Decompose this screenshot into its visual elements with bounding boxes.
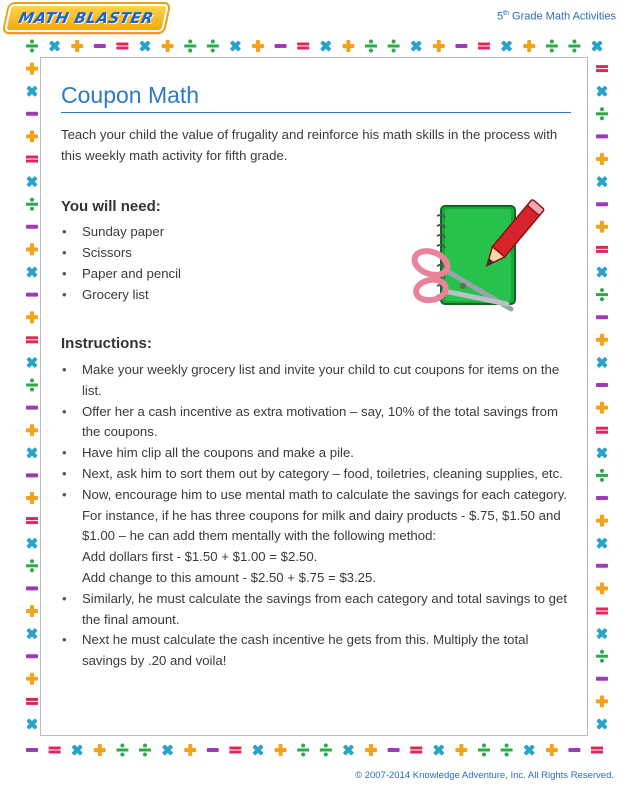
plus-sign-icon [596, 221, 608, 233]
plus-sign-icon [596, 402, 608, 414]
equals-sign-icon [229, 747, 241, 754]
minus-sign-icon [26, 473, 38, 477]
list-item: • Paper and pencil [61, 263, 401, 284]
times-sign-icon [320, 40, 331, 51]
plus-sign-icon [252, 40, 264, 52]
equals-sign-icon [26, 336, 38, 343]
times-sign-icon [596, 628, 607, 639]
minus-sign-icon [596, 383, 608, 387]
grade-activities-label [497, 10, 616, 23]
divide-sign-icon [596, 650, 608, 663]
list-item [61, 485, 571, 589]
minus-sign-icon [596, 564, 608, 568]
minus-sign-icon [94, 44, 106, 48]
divide-sign-icon [297, 744, 309, 757]
divide-sign-icon [388, 40, 400, 53]
times-sign-icon [26, 718, 37, 729]
plus-sign-icon [26, 311, 38, 323]
list-item: • Similarly, he must calculate the savings from each category and total savings to get the final amount. [61, 589, 571, 631]
times-sign-icon [343, 744, 354, 755]
minus-sign-icon [26, 406, 38, 410]
equals-sign-icon [478, 43, 490, 50]
divide-sign-icon [478, 744, 490, 757]
plus-sign-icon [26, 605, 38, 617]
divide-sign-icon [26, 40, 38, 53]
divide-sign-icon [365, 40, 377, 53]
divide-sign-icon [116, 744, 128, 757]
times-sign-icon [596, 86, 607, 97]
plus-sign-icon [523, 40, 535, 52]
equals-sign-icon [26, 698, 38, 705]
times-sign-icon [26, 86, 37, 97]
minus-sign-icon [26, 748, 38, 752]
times-sign-icon [72, 744, 83, 755]
list-item: • Make your weekly grocery list and invite your child to cut coupons for items on the list. [61, 360, 571, 402]
times-sign-icon [49, 40, 60, 51]
divide-sign-icon [596, 288, 608, 301]
step-sub-line: Add dollars first - $1.50 + $1.00 = $2.50. [82, 549, 318, 565]
equals-sign-icon [26, 517, 38, 524]
minus-sign-icon [596, 134, 608, 138]
minus-sign-icon [568, 748, 580, 752]
divide-sign-icon [26, 198, 38, 211]
equals-sign-icon [596, 65, 608, 72]
equals-sign-icon [410, 747, 422, 754]
list-item: • Have him clip all the coupons and make a pile. [61, 443, 571, 464]
plus-sign-icon [26, 63, 38, 75]
equals-sign-icon [596, 608, 608, 615]
divide-sign-icon [568, 40, 580, 53]
minus-sign-icon [26, 225, 38, 229]
times-sign-icon [596, 266, 607, 277]
plus-sign-icon [26, 673, 38, 685]
minus-sign-icon [388, 748, 400, 752]
minus-sign-icon [275, 44, 287, 48]
plus-sign-icon [596, 334, 608, 346]
needs-list [61, 221, 401, 305]
plus-sign-icon [596, 695, 608, 707]
plus-sign-icon [596, 582, 608, 594]
plus-sign-icon [365, 744, 377, 756]
minus-sign-icon [26, 654, 38, 658]
title-divider [61, 112, 571, 113]
grade-suffix: th [503, 10, 509, 17]
minus-sign-icon [26, 112, 38, 116]
equals-sign-icon [26, 156, 38, 163]
intro-paragraph: Teach your child the value of frugality and reinforce his math skills in the process with this weekly math activity for fifth grade. [61, 127, 558, 163]
needs-heading: You will need: [61, 198, 161, 215]
times-sign-icon [26, 176, 37, 187]
divide-sign-icon [26, 559, 38, 572]
times-sign-icon [139, 40, 150, 51]
times-sign-icon [230, 40, 241, 51]
times-sign-icon [26, 357, 37, 368]
times-sign-icon [524, 744, 535, 755]
grade-label-rest: Grade Math Activities [509, 10, 616, 23]
equals-sign-icon [49, 747, 61, 754]
divide-sign-icon [184, 40, 196, 53]
minus-sign-icon [596, 202, 608, 206]
plus-sign-icon [275, 744, 287, 756]
minus-sign-icon [455, 44, 467, 48]
list-item: • Offer her a cash incentive as extra motivation – say, 10% of the total savings from the coupons. [61, 402, 571, 444]
divide-sign-icon [139, 744, 151, 757]
minus-sign-icon [207, 748, 219, 752]
list-item: • Next, ask him to sort them out by category – food, toiletries, cleaning supplies, etc. [61, 464, 571, 485]
divide-sign-icon [596, 107, 608, 120]
logo-text: MATH BLASTER [17, 9, 156, 27]
divide-sign-icon [501, 744, 513, 757]
step-text: Now, encourage him to use mental math to calculate the savings for each category. For instance, if he has three coupons for milk and dairy products - $.75, $1.50 and $1.00 – he can add them mentally with the following method: [82, 486, 568, 544]
divide-sign-icon [546, 40, 558, 53]
list-item: • Sunday paper [61, 221, 401, 242]
instructions-heading: Instructions: [61, 335, 152, 352]
divide-sign-icon [596, 469, 608, 482]
minus-sign-icon [596, 315, 608, 319]
page-title: Coupon Math [61, 82, 200, 108]
minus-sign-icon [26, 293, 38, 297]
notebook-scissors-pencil-illustration [407, 196, 557, 316]
plus-sign-icon [162, 40, 174, 52]
plus-sign-icon [26, 424, 38, 436]
times-sign-icon [26, 447, 37, 458]
divide-sign-icon [207, 40, 219, 53]
divide-sign-icon [320, 744, 332, 757]
times-sign-icon [26, 628, 37, 639]
times-sign-icon [162, 744, 173, 755]
times-sign-icon [501, 40, 512, 51]
times-sign-icon [252, 744, 263, 755]
equals-sign-icon [116, 43, 128, 50]
activity-content [40, 57, 588, 736]
times-sign-icon [433, 744, 444, 755]
step-sub-line: Add change to this amount - $2.50 + $.75 = $3.25. [82, 569, 377, 585]
plus-sign-icon [596, 515, 608, 527]
plus-sign-icon [596, 153, 608, 165]
plus-sign-icon [94, 744, 106, 756]
instructions-list [61, 360, 571, 672]
plus-sign-icon [455, 744, 467, 756]
plus-sign-icon [184, 744, 196, 756]
copyright-notice: © 2007-2014 Knowledge Adventure, Inc. All Rights Reserved. [355, 770, 614, 781]
list-item: • Scissors [61, 242, 401, 263]
times-sign-icon [26, 538, 37, 549]
page-header [0, 0, 630, 34]
times-sign-icon [411, 40, 422, 51]
plus-sign-icon [26, 492, 38, 504]
plus-sign-icon [26, 243, 38, 255]
equals-sign-icon [596, 246, 608, 253]
grade-number: 5 [497, 10, 504, 23]
math-blaster-logo [4, 4, 168, 32]
equals-sign-icon [591, 747, 603, 754]
times-sign-icon [596, 718, 607, 729]
equals-sign-icon [297, 43, 309, 50]
plus-sign-icon [71, 40, 83, 52]
list-item: • Grocery list [61, 284, 401, 305]
times-sign-icon [596, 447, 607, 458]
times-sign-icon [596, 538, 607, 549]
times-sign-icon [596, 176, 607, 187]
minus-sign-icon [596, 496, 608, 500]
times-sign-icon [26, 266, 37, 277]
minus-sign-icon [26, 586, 38, 590]
plus-sign-icon [26, 130, 38, 142]
list-item: • Next he must calculate the cash incentive he gets from this. Multiply the total savings by .20 and voila! [61, 630, 571, 672]
divide-sign-icon [26, 379, 38, 392]
minus-sign-icon [596, 677, 608, 681]
times-sign-icon [596, 357, 607, 368]
equals-sign-icon [596, 427, 608, 434]
times-sign-icon [591, 40, 602, 51]
plus-sign-icon [546, 744, 558, 756]
plus-sign-icon [433, 40, 445, 52]
plus-sign-icon [342, 40, 354, 52]
